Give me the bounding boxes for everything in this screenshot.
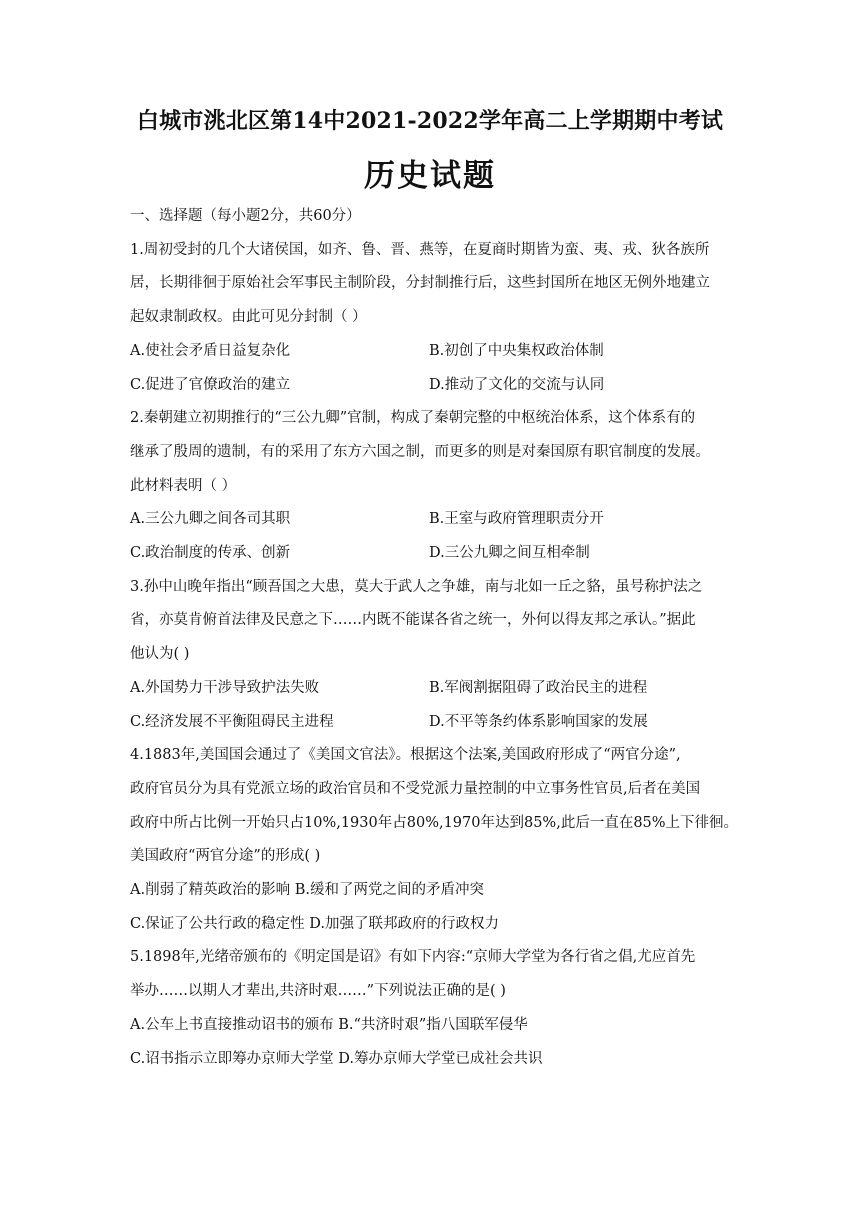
section-label: 一、选择题（每小题2分，共60分）: [130, 208, 361, 224]
exam-content: [130, 200, 739, 1076]
option-row: [130, 369, 734, 403]
option-row: [130, 335, 734, 369]
option-a: A.三公九卿之间各司其职: [130, 511, 291, 528]
question-text-line: 美国政府“两官分途”的形成( ): [130, 848, 321, 865]
question-3: [130, 571, 734, 740]
option-row: [130, 537, 734, 571]
option-line: C.保证了公共行政的稳定性 D.加强了联邦政府的行政权力: [130, 915, 500, 932]
question-1: [130, 234, 734, 403]
question-text-line: 此材料表明（ ）: [130, 477, 237, 494]
question-text-line: 居，长期徘徊于原始社会军事民主制阶段，分封制推行后，这些封国所在地区无例外地建立: [130, 275, 710, 292]
option-row: [130, 672, 734, 706]
question-text-line: 4.1883年,美国国会通过了《美国文官法》。根据这个法案,美国政府形成了“两官分途”,: [130, 747, 681, 764]
option-row: [130, 706, 734, 740]
question-text-line: 继承了殷周的遗制，有的采用了东方六国之制，而更多的则是对秦国原有职官制度的发展。: [130, 443, 710, 460]
option-b: B.王室与政府管理职责分开: [429, 511, 604, 528]
option-row: [130, 503, 734, 537]
question-text-line: 3.孙中山晚年指出“顾吾国之大患，莫大于武人之争雄，南与北如一丘之貉，虽号称护法之: [130, 578, 703, 595]
question-text-line: 举办……以期人才辈出,共济时艰……”下列说法正确的是( ): [130, 983, 506, 1000]
question-5: [130, 941, 734, 1076]
option-d: D.三公九卿之间互相牵制: [429, 545, 590, 562]
question-4: [130, 739, 739, 941]
option-a: A.外国势力干涉导致护法失败: [130, 679, 320, 696]
option-c: C.促进了官僚政治的建立: [130, 376, 291, 393]
question-text-line: 政府官员分为具有党派立场的政治官员和不受党派力量控制的中立事务性官员,后者在美国: [130, 780, 701, 797]
option-d: D.推动了文化的交流与认同: [429, 376, 605, 393]
option-line: A.削弱了精英政治的影响 B.缓和了两党之间的矛盾冲突: [130, 882, 484, 899]
option-b: B.初创了中央集权政治体制: [429, 342, 604, 359]
question-text-line: 省，亦莫肯俯首法律及民意之下……内既不能谋各省之统一，外何以得友邦之承认。”据此: [130, 612, 696, 629]
document-title: 白城市洮北区第14中2021-2022学年高二上学期期中考试: [136, 108, 724, 134]
document-subtitle: 历史试题: [364, 158, 496, 194]
option-c: C.政治制度的传承、创新: [130, 545, 291, 562]
option-d: D.不平等条约体系影响国家的发展: [429, 713, 648, 730]
question-2: [130, 402, 734, 571]
option-line: C.诏书指示立即筹办京师大学堂 D.筹办京师大学堂已成社会共识: [130, 1050, 543, 1067]
question-text-line: 政府中所占比例一开始只占10%,1930年占80%,1970年达到85%,此后一直在85%上下徘徊。: [130, 814, 739, 831]
question-text-line: 起奴隶制政权。由此可见分封制（ ）: [130, 309, 367, 326]
option-line: A.公车上书直接推动诏书的颁布 B.“共济时艰”指八国联军侵华: [130, 1016, 528, 1033]
option-c: C.经济发展不平衡阻碍民主进程: [130, 713, 334, 730]
question-text-line: 5.1898年,光绪帝颁布的《明定国是诏》有如下内容:“京师大学堂为各行省之倡,尤应首先: [130, 949, 696, 966]
option-b: B.军阀割据阻碍了政治民主的进程: [429, 679, 648, 696]
option-a: A.使社会矛盾日益复杂化: [130, 342, 291, 359]
question-text-line: 他认为( ): [130, 646, 190, 663]
question-text-line: 2.秦朝建立初期推行的“三公九卿”官制，构成了秦朝完整的中枢统治体系，这个体系有的: [130, 410, 696, 427]
question-text-line: 1.周初受封的几个大诸侯国，如齐、鲁、晋、燕等，在夏商时期皆为蛮、夷、戎、狄各族所: [130, 241, 710, 258]
